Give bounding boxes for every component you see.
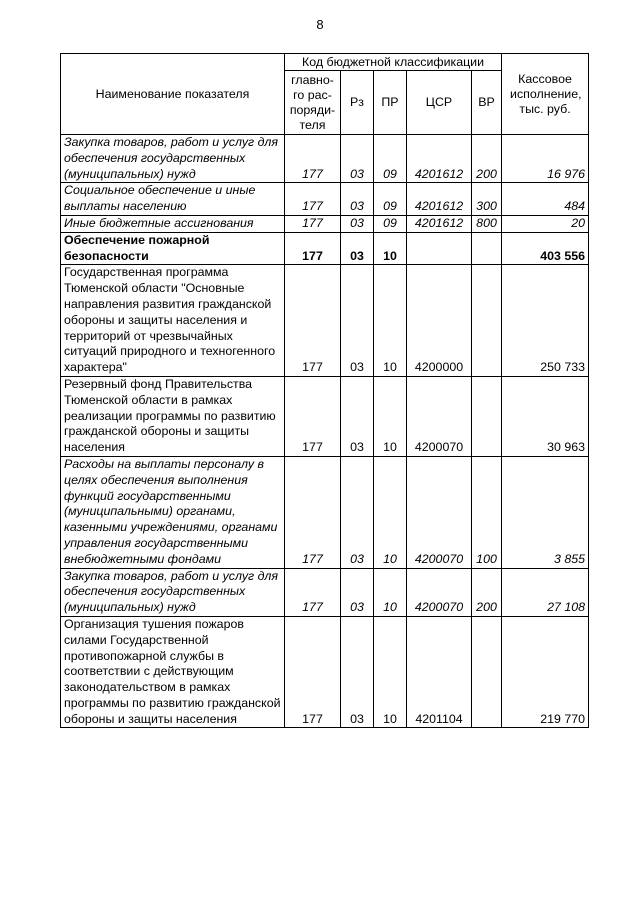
row-amount: 20 bbox=[502, 215, 589, 232]
header-glav: главно-го рас-поряди-теля bbox=[285, 71, 341, 135]
row-name: Расходы на выплаты персоналу в целях обеспечения выполнения функций государственными (муниципальными) органами, казенными учреждениями, органами управления государственными внебюджетными фондами bbox=[61, 456, 285, 568]
row-name: Государственная программа Тюменской области "Основные направления развития гражданской обороны и защиты населения и территорий от чрезвычайных ситуаций природного и техногенного характера" bbox=[61, 265, 285, 377]
row-csr: 4200070 bbox=[407, 568, 472, 616]
row-vr bbox=[472, 616, 502, 728]
row-pr: 09 bbox=[374, 183, 407, 216]
header-code-group: Код бюджетной классификации bbox=[285, 54, 502, 71]
header-rz: Рз bbox=[341, 71, 374, 135]
table-row bbox=[61, 135, 589, 183]
row-rz: 03 bbox=[341, 568, 374, 616]
table-row bbox=[61, 215, 589, 232]
row-pr: 09 bbox=[374, 135, 407, 183]
row-csr: 4201612 bbox=[407, 215, 472, 232]
row-rz: 03 bbox=[341, 215, 374, 232]
header-csr: ЦСР bbox=[407, 71, 472, 135]
row-name: Закупка товаров, работ и услуг для обеспечения государственных (муниципальных) нужд bbox=[61, 568, 285, 616]
row-csr bbox=[407, 232, 472, 265]
row-pr: 10 bbox=[374, 376, 407, 456]
row-amount: 403 556 bbox=[502, 232, 589, 265]
table-row bbox=[61, 232, 589, 265]
row-rz: 03 bbox=[341, 376, 374, 456]
row-amount: 3 855 bbox=[502, 456, 589, 568]
row-amount: 16 976 bbox=[502, 135, 589, 183]
row-csr: 4200070 bbox=[407, 456, 472, 568]
row-vr bbox=[472, 265, 502, 377]
row-glav: 177 bbox=[285, 456, 341, 568]
row-rz: 03 bbox=[341, 456, 374, 568]
header-pr: ПР bbox=[374, 71, 407, 135]
row-pr: 10 bbox=[374, 616, 407, 728]
row-csr: 4201612 bbox=[407, 135, 472, 183]
row-vr: 200 bbox=[472, 568, 502, 616]
row-csr: 4200000 bbox=[407, 265, 472, 377]
row-amount: 484 bbox=[502, 183, 589, 216]
row-vr bbox=[472, 376, 502, 456]
row-name: Иные бюджетные ассигнования bbox=[61, 215, 285, 232]
header-vr: ВР bbox=[472, 71, 502, 135]
row-csr: 4201612 bbox=[407, 183, 472, 216]
row-pr: 10 bbox=[374, 265, 407, 377]
header-amount: Кассовое исполнение, тыс. руб. bbox=[502, 54, 589, 135]
row-pr: 10 bbox=[374, 456, 407, 568]
row-amount: 219 770 bbox=[502, 616, 589, 728]
row-amount: 30 963 bbox=[502, 376, 589, 456]
row-vr bbox=[472, 232, 502, 265]
table-row bbox=[61, 265, 589, 377]
row-glav: 177 bbox=[285, 215, 341, 232]
row-glav: 177 bbox=[285, 232, 341, 265]
page-number: 8 bbox=[316, 17, 324, 32]
row-rz: 03 bbox=[341, 232, 374, 265]
row-glav: 177 bbox=[285, 183, 341, 216]
row-glav: 177 bbox=[285, 376, 341, 456]
row-pr: 09 bbox=[374, 215, 407, 232]
table-row bbox=[61, 568, 589, 616]
row-vr: 800 bbox=[472, 215, 502, 232]
table-row bbox=[61, 456, 589, 568]
row-rz: 03 bbox=[341, 265, 374, 377]
budget-execution-table bbox=[60, 53, 589, 728]
table-row bbox=[61, 376, 589, 456]
row-pr: 10 bbox=[374, 568, 407, 616]
row-glav: 177 bbox=[285, 265, 341, 377]
row-csr: 4201104 bbox=[407, 616, 472, 728]
row-name: Организация тушения пожаров силами Государственной противопожарной службы в соответствии с действующим законодательством в рамках программы по развитию гражданской обороны и защиты населения bbox=[61, 616, 285, 728]
row-csr: 4200070 bbox=[407, 376, 472, 456]
row-name: Резервный фонд Правительства Тюменской области в рамках реализации программы по развитию гражданской обороны и защиты населения bbox=[61, 376, 285, 456]
row-name: Закупка товаров, работ и услуг для обеспечения государственных (муниципальных) нужд bbox=[61, 135, 285, 183]
row-vr: 300 bbox=[472, 183, 502, 216]
row-amount: 250 733 bbox=[502, 265, 589, 377]
row-pr: 10 bbox=[374, 232, 407, 265]
row-rz: 03 bbox=[341, 135, 374, 183]
row-glav: 177 bbox=[285, 135, 341, 183]
row-amount: 27 108 bbox=[502, 568, 589, 616]
row-glav: 177 bbox=[285, 616, 341, 728]
row-glav: 177 bbox=[285, 568, 341, 616]
row-vr: 200 bbox=[472, 135, 502, 183]
table-row bbox=[61, 183, 589, 216]
row-name: Социальное обеспечение и иные выплаты населению bbox=[61, 183, 285, 216]
row-vr: 100 bbox=[472, 456, 502, 568]
header-name: Наименование показателя bbox=[61, 54, 285, 135]
row-rz: 03 bbox=[341, 616, 374, 728]
row-name: Обеспечение пожарной безопасности bbox=[61, 232, 285, 265]
row-rz: 03 bbox=[341, 183, 374, 216]
table-row bbox=[61, 616, 589, 728]
